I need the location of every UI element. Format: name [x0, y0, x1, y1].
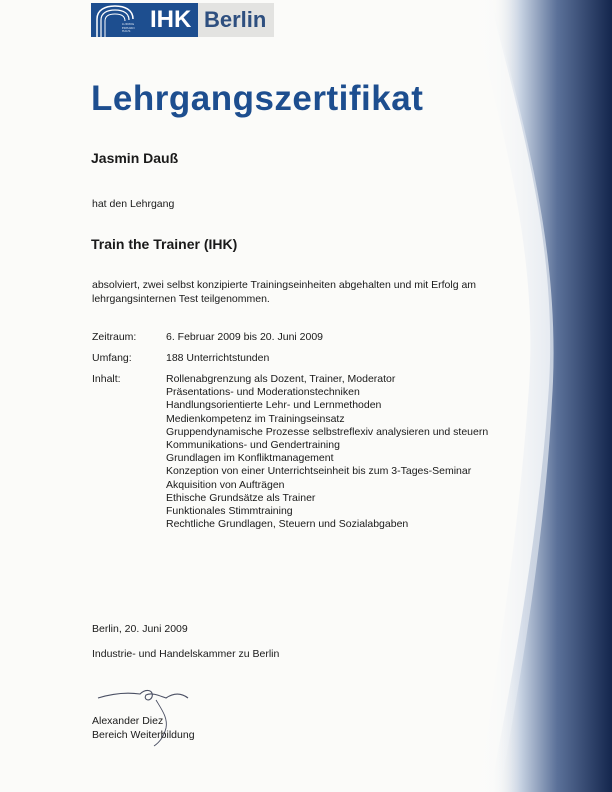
intro-text: hat den Lehrgang [92, 198, 175, 210]
ihk-berlin-logo [91, 3, 274, 37]
course-name: Train the Trainer (IHK) [91, 236, 238, 252]
signer-name: Alexander Diez [92, 715, 164, 727]
logo-chamber-text: IHK [146, 3, 198, 37]
certificate-title: Lehrgangszertifikat [91, 79, 424, 118]
completion-statement: absolviert, zwei selbst konzipierte Trainingseinheiten abgehalten und mit Erfolg am lehrgangsinternen Test teilgenommen. [92, 279, 477, 305]
content-item: Akquisition von Aufträgen [166, 478, 285, 491]
content-item: Grundlagen im Konfliktmanagement [166, 452, 334, 465]
logo-cert-text: LUDWIG ERHARD HAUS [122, 22, 135, 33]
signer-department: Bereich Weiterbildung [92, 729, 195, 741]
content-item: Medienkompetenz im Trainingseinsatz [166, 412, 345, 425]
signer-block [92, 714, 195, 742]
content-item: Funktionales Stimmtraining [166, 505, 293, 518]
period-row [92, 331, 488, 343]
place-and-date: Berlin, 20. Juni 2009 [92, 623, 188, 635]
scope-value: 188 Unterrichtstunden [166, 352, 270, 364]
content-item: Rollenabgrenzung als Dozent, Trainer, Moderator [166, 373, 396, 385]
content-item: Präsentations- und Moderationstechniken [166, 386, 360, 399]
content-item: Kommunikations- und Gendertraining [166, 439, 340, 452]
content-list [166, 373, 488, 531]
issuing-institution: Industrie- und Handelskammer zu Berlin [92, 648, 280, 660]
period-label: Zeitraum: [92, 331, 137, 343]
content-label: Inhalt: [92, 373, 121, 385]
content-item: Konzeption von einer Unterrichtseinheit bis zum 3-Tages-Seminar [166, 465, 472, 478]
content-item: Gruppendynamische Prozesse selbstreflexiv analysieren und steuern [166, 425, 489, 438]
scope-label: Umfang: [92, 352, 132, 364]
content-item: Ethische Grundsätze als Trainer [166, 491, 316, 504]
logo-city-text: Berlin [198, 3, 274, 37]
course-details [92, 331, 488, 540]
building-emblem-icon [91, 3, 146, 37]
content-item: Rechtliche Grundlagen, Steuern und Sozialabgaben [166, 518, 409, 531]
content-row [92, 373, 488, 531]
content-item: Handlungsorientierte Lehr- und Lernmethoden [166, 399, 382, 412]
recipient-name: Jasmin Dauß [91, 150, 179, 166]
period-value: 6. Februar 2009 bis 20. Juni 2009 [166, 331, 324, 343]
scope-row [92, 352, 488, 364]
